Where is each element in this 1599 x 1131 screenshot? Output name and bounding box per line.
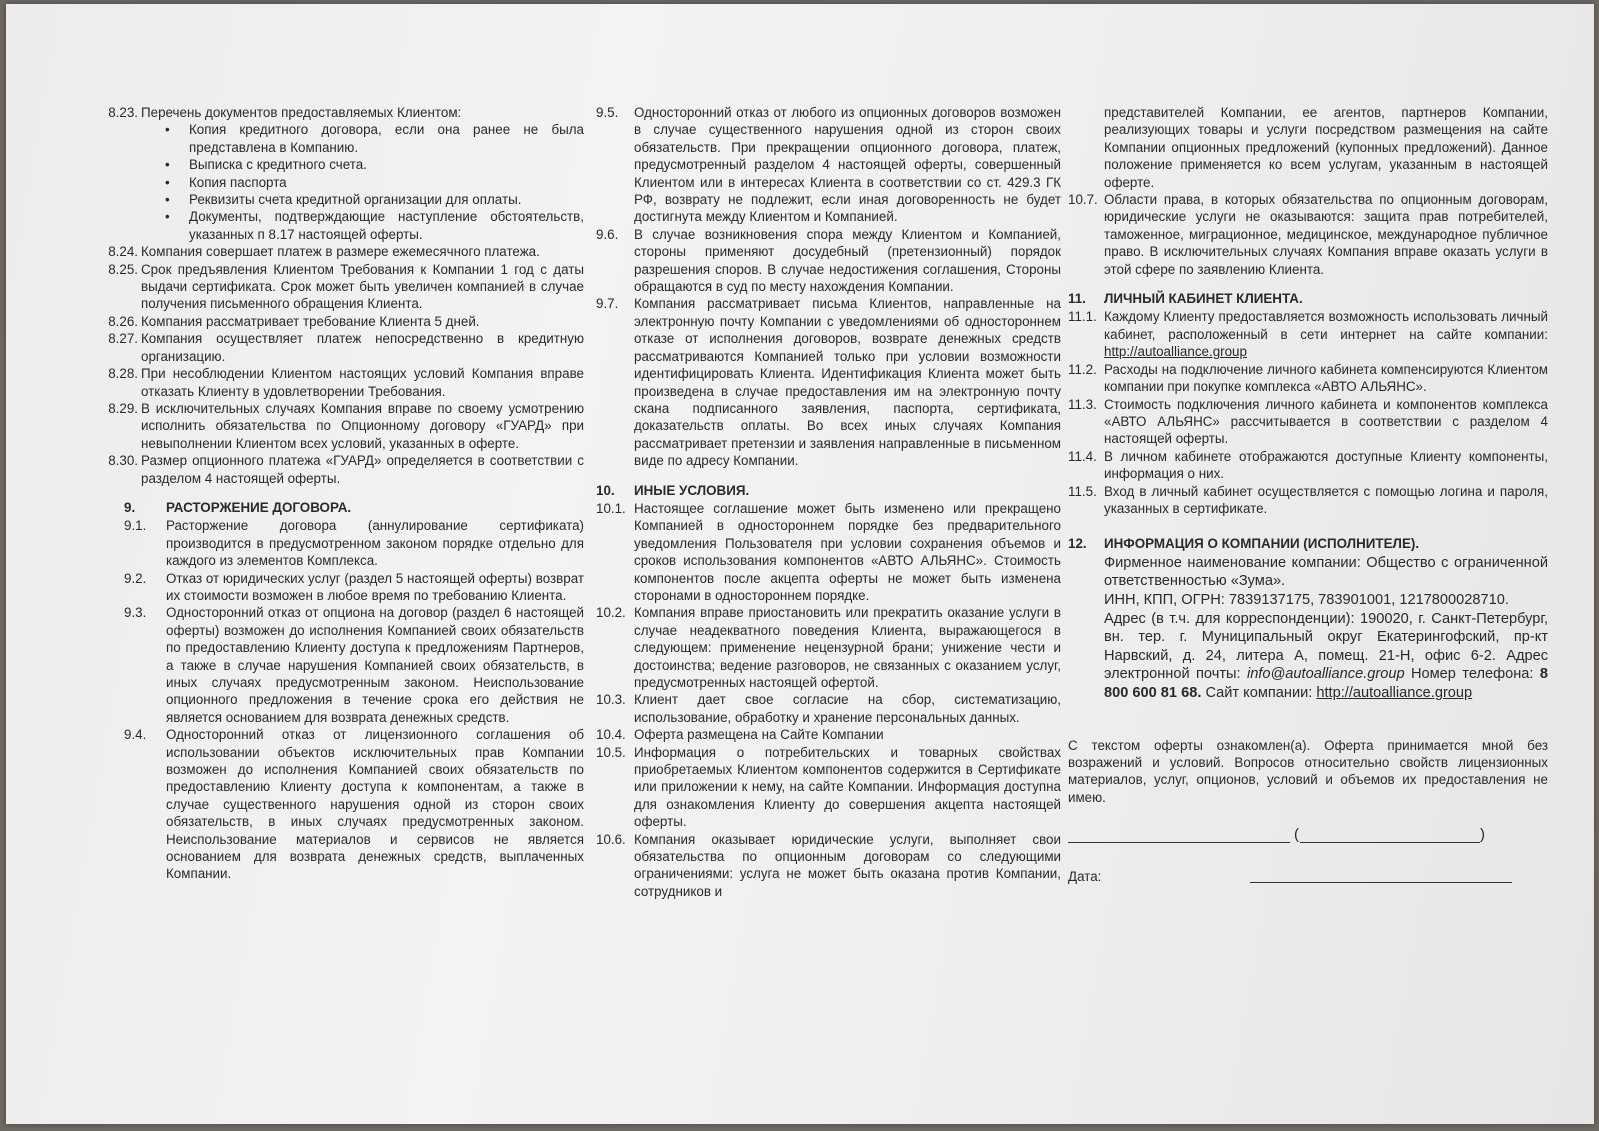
company-phone: 8 800 600 81 68. xyxy=(1104,666,1548,701)
date-label: Дата: xyxy=(1068,869,1102,885)
clause: 9.5. Односторонний отказ от любого из опционных договоров возможен в случае существенного нарушения одной из сторон своих обязательств. При прекращении опционного договора, платеж, предусмотренный разделом 4 настоящей оферты, совершенный Клиентом или в интересах Клиента в соответствии со ст. 429.3 ГК РФ, возврату не подлежит, если иная договоренность не будет достигнута между Клиентом и Компанией. xyxy=(596,105,1061,225)
cabinet-link[interactable]: http://autoalliance.group xyxy=(1104,344,1247,360)
signature-line xyxy=(1068,842,1290,843)
clause: 11.3. Стоимость подключения личного кабинета и компонентов комплекса «АВТО АЛЬЯНС» рассчитывается в соответствии с разделом 4 настоящей оферты. xyxy=(1068,396,1548,447)
section-heading-11: 11. ЛИЧНЫЙ КАБИНЕТ КЛИЕНТА. xyxy=(1068,291,1303,307)
clause: 11.5. Вход в личный кабинет осуществляется с помощью логина и пароля, указанных в сертификате. xyxy=(1068,483,1548,516)
clause: 9.1. Расторжение договора (аннулирование сертификата) производится в предусмотренном законом порядке отдельно для каждого из элементов Комплекса. xyxy=(124,518,584,569)
clause: 8.29. В исключительных случаях Компания вправе по своему усмотрению исполнить обязательства по Опционному договору «ГУАРД» при невыполнении Клиентом всех условий, указанных в оферте. xyxy=(108,400,584,451)
section-heading-9: 9. РАСТОРЖЕНИЕ ДОГОВОРА. xyxy=(124,499,352,515)
clause: 9.2. Отказ от юридических услуг (раздел 5 настоящей оферты) возврат их стоимости возможен в любое время по требованию Клиента. xyxy=(124,570,584,603)
clause: 8.26. Компания рассматривает требование Клиента 5 дней. xyxy=(108,313,480,329)
company-email: info@autoalliance.group xyxy=(1246,666,1405,683)
company-site-link[interactable]: http://autoalliance.group xyxy=(1316,684,1473,701)
clause: 10.4. Оферта размещена на Сайте Компании xyxy=(596,727,884,743)
section-heading-10: 10. ИНЫЕ УСЛОВИЯ. xyxy=(596,482,750,498)
clause: 10.3. Клиент дает свое согласие на сбор, систематизацию, использование, обработку и хранение персональных данных. xyxy=(596,692,1061,725)
clause-8-23: 8.23. Перечень документов предоставляемых Клиентом: xyxy=(108,105,462,120)
clause: 9.6. В случае возникновения спора между Клиентом и Компанией, стороны применяют досудебный (претензионный) порядок разрешения споров. В случае недостижения соглашения, Стороны обращаются в суд по месту нахождения Компании. xyxy=(596,226,1061,295)
clause: 10.7. Области права, в которых обязательства по опционным договорам, юридические услуги не оказываются: защита прав потребителей, таможенное, миграционное, медицинское, международное публичное право. В исключительных случаях Компания вправе оказать услуги в этой сфере по заявлению Клиента. xyxy=(1068,192,1548,277)
clause: 8.25. Срок предъявления Клиентом Требования к Компании 1 год с даты выдачи сертификата. Срок может быть увеличен компанией в случае получения письменного обращения Клиента. xyxy=(108,261,584,312)
date-line xyxy=(1250,882,1512,883)
site-label: Сайт компании: xyxy=(1205,684,1313,701)
clause: 11.4. В личном кабинете отображаются доступные Клиенту компоненты, информация о них. xyxy=(1068,448,1548,482)
clause-continuation: представителей Компании, ее агентов, партнеров Компании, реализующих товары и услуги посредством размещения на сайте Компании опционных предложений (купонных предложений). Данное положение применяется ко всем услугам, указанным в настоящей оферте. xyxy=(1104,105,1548,190)
clause: 9.7. Компания рассматривает письма Клиентов, направленные на электронную почту Компании с уведомлениями об одностороннем отказе от исполнения договоров, возврате денежных средств рассматриваются Компанией только при условии возможности идентифицировать Клиента. Идентификация Клиента может быть произведена в случае предоставления им на электронную почту скана подписанного заявления, паспорта, сертификата, доказательств оплаты. Во всех иных случаях Компания рассматривает претензии и заявления направленные в письменном виде по адресу Компании. xyxy=(596,296,1061,469)
clause: 10.6. Компания оказывает юридические услуги, выполняет свои обязательства по опционным договорам со следующими ограничениями: услуга не может быть оказана против Компании, сотрудников и xyxy=(596,831,1061,899)
clause: 11.2. Расходы на подключение личного кабинета компенсируются Клиентом компании при покупке комплекса «АВТО АЛЬЯНС». xyxy=(1068,361,1548,395)
list-item: • Документы, подтверждающие наступление обстоятельств, указанных п 8.17 настоящей оферты. xyxy=(189,208,584,243)
clause: 8.28. При несоблюдении Клиентом настоящих условий Компания вправе отказать Клиенту в удовлетворении Требования. xyxy=(108,366,584,399)
open-paren: ( xyxy=(1294,826,1299,844)
clause: 10.5. Информация о потребительских и товарных свойствах приобретаемых Клиентом компонентов содержится в Сертификате или приложении к нему, на сайте Компании. Информация доступна для ознакомления Клиенту до совершения акцепта настоящей оферты. xyxy=(596,744,1061,830)
phone-label: Номер телефона: xyxy=(1410,666,1534,683)
name-line xyxy=(1300,842,1480,843)
documents-list xyxy=(94,121,584,243)
document-page xyxy=(6,4,1594,1124)
section-heading-12: 12. ИНФОРМАЦИЯ О КОМПАНИИ (ИСПОЛНИТЕЛЕ). xyxy=(1068,536,1420,552)
list-item: • Копия паспорта xyxy=(189,174,584,191)
acceptance-statement: С текстом оферты ознакомлен(а). Оферта принимается мной без возражений и условий. Вопросов относительно свойств лицензионных материалов, услуг, опционов, условий и объемов их предоставления не имею. xyxy=(1068,737,1548,805)
clause: 8.24. Компания совершает платеж в размере ежемесячного платежа. xyxy=(108,244,540,260)
signature-block xyxy=(1068,826,1548,902)
clause: 8.30. Размер опционного платежа «ГУАРД» определяется в соответствии с разделом 4 настоящей оферты. xyxy=(108,453,584,486)
list-item: • Копия кредитного договора, если она ранее не была представлена в Компанию. xyxy=(189,121,584,156)
company-info xyxy=(1068,554,1548,703)
list-item: • Выписка с кредитного счета. xyxy=(189,156,584,173)
close-paren: ) xyxy=(1480,826,1485,844)
clause: 9.4. Односторонний отказ от лицензионного соглашения об использовании объектов исключительных прав Компании возможен до исполнения Компанией своих обязательств по предоставлению Клиенту доступа к компонентам, а также в случае существенного нарушения одной из сторон своих обязательств, в иных случаях предусмотренных законом. Неиспользование материалов и сервисов не является основанием для возврата денежных средств, выплаченных Компании. xyxy=(124,727,584,882)
list-item: • Реквизиты счета кредитной организации для оплаты. xyxy=(189,191,584,208)
column-right xyxy=(1068,104,1548,902)
clause: 8.27. Компания осуществляет платеж непосредственно в кредитную организацию. xyxy=(108,331,584,364)
company-address: Адрес (в т.ч. для корреспонденции): 190020, г. Санкт-Петербург, вн. тер. г. Муниципальный округ Екатерингофский, пр-кт Нарвский, д. 24, литера А, помещ. 21-Н, офис 6-2. Адрес электронной почты: xyxy=(1104,610,1548,683)
clause: 9.3. Односторонний отказ от опциона на договор (раздел 6 настоящей оферты) возможен до исполнения Компанией своих обязательств по предоставлению Клиенту доступа к предложениям Партнеров, а также в случае нарушения Компанией своих обязательств, в иных случаях предусмотренным законом. Неиспользование опционного предложения в течение срока его действия не является основанием для возврата денежных средств. xyxy=(124,605,584,725)
column-middle xyxy=(596,104,1061,900)
clause: 10.2. Компания вправе приостановить или прекратить оказание услуги в случае неадекватного поведения Клиента, выражающегося в следующем: применение нецензурной брани; унижение чести и достоинства; ведение разговоров, не связанных с оказанием услуг, предусмотренных настоящей офертой. xyxy=(596,605,1061,690)
column-left xyxy=(94,104,584,883)
company-name: Фирменное наименование компании: Общество с ограниченной ответственностью «Зума». xyxy=(1104,554,1548,590)
company-ids: ИНН, КПП, ОГРН: 7839137175, 783901001, 1217800028710. xyxy=(1104,591,1509,608)
clause: 10.1. Настоящее соглашение может быть изменено или прекращено Компанией в одностороннем порядке без предварительного уведомления Пользователя при условии сохранения объемов и сроков использования компонентов «АВТО АЛЬЯНС». Стоимость компонентов после акцепта оферты не может быть изменена сторонами в одностороннем порядке. xyxy=(596,500,1061,603)
clause: 11.1. Каждому Клиенту предоставляется возможность использовать личный кабинет, расположенный в сети интернет на сайте компании: http://autoalliance.group xyxy=(1068,309,1548,360)
